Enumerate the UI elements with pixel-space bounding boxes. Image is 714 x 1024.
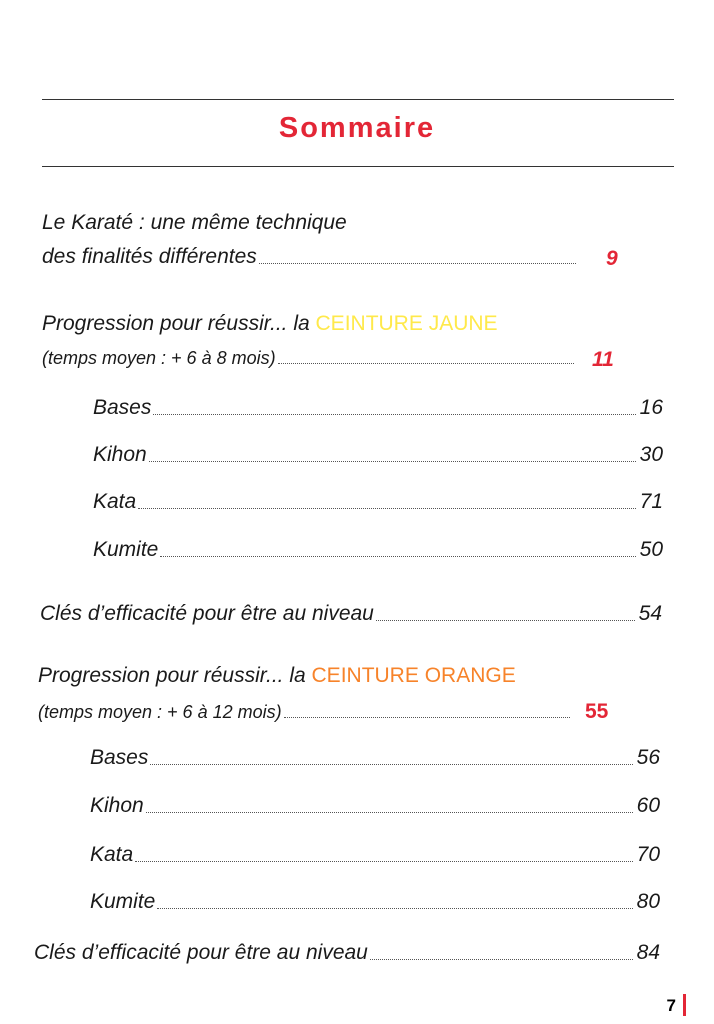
toc-item-label: Bases	[90, 746, 149, 769]
section3-line1	[38, 664, 516, 688]
section2-line2[interactable]	[42, 348, 578, 369]
leader-dots	[278, 363, 574, 364]
toc-item-page: 84	[636, 941, 660, 964]
toc-item-label: Clés d’efficacité pour être au niveau	[40, 602, 374, 625]
toc-item-page: 16	[639, 396, 663, 419]
section3-line2-label: (temps moyen : + 6 à 12 mois)	[38, 702, 282, 722]
toc-item-label: Kata	[93, 490, 137, 513]
top-rule	[42, 99, 674, 100]
toc-item-kata[interactable]	[93, 490, 663, 514]
leader-dots	[370, 959, 633, 960]
section2-page: 11	[592, 348, 614, 371]
leader-dots	[150, 764, 632, 765]
leader-dots	[138, 508, 635, 509]
leader-dots	[160, 556, 635, 557]
toc-item-kumite[interactable]	[93, 538, 663, 562]
page-title: Sommaire	[278, 112, 436, 144]
toc-item-page: 70	[636, 843, 660, 866]
section3-page: 55	[585, 700, 609, 723]
page-marker-bar	[683, 994, 686, 1016]
toc-item-kihon[interactable]	[90, 794, 660, 818]
leader-dots	[135, 861, 632, 862]
toc-item-page: 30	[639, 443, 663, 466]
section1-line2-label: des finalités différentes	[42, 245, 257, 268]
section2-line1	[42, 312, 498, 336]
toc-item-label: Clés d’efficacité pour être au niveau	[34, 941, 368, 964]
cles-efficacite-2[interactable]	[34, 941, 660, 965]
toc-item-label: Kumite	[90, 890, 156, 913]
toc-item-kihon[interactable]	[93, 443, 663, 467]
toc-item-kumite[interactable]	[90, 890, 660, 914]
leader-dots	[259, 263, 576, 264]
toc-item-page: 60	[636, 794, 660, 817]
toc-item-kata[interactable]	[90, 843, 660, 867]
toc-item-page: 71	[639, 490, 663, 513]
toc-item-label: Kihon	[93, 443, 147, 466]
leader-dots	[149, 461, 636, 462]
leader-dots	[376, 620, 635, 621]
section1-line2[interactable]	[42, 245, 580, 269]
toc-item-label: Kihon	[90, 794, 144, 817]
section3-line2[interactable]	[38, 702, 574, 723]
toc-item-bases[interactable]	[90, 746, 660, 770]
cles-efficacite-1[interactable]	[40, 602, 662, 626]
section3-line1-label: Progression pour réussir... la	[38, 664, 312, 687]
section2-line1-label: Progression pour réussir... la	[42, 312, 316, 335]
section1-line1: Le Karaté : une même technique	[42, 211, 347, 234]
leader-dots	[146, 812, 633, 813]
toc-item-page: 80	[636, 890, 660, 913]
leader-dots	[153, 414, 635, 415]
section1-page: 9	[606, 247, 618, 270]
toc-item-page: 56	[636, 746, 660, 769]
belt-orange: CEINTURE ORANGE	[311, 664, 516, 687]
toc-item-label: Bases	[93, 396, 152, 419]
toc-item-bases[interactable]	[93, 396, 663, 420]
leader-dots	[284, 717, 570, 718]
page-number: 7	[666, 996, 676, 1015]
leader-dots	[157, 908, 632, 909]
toc-item-label: Kata	[90, 843, 134, 866]
toc-item-page: 54	[638, 602, 662, 625]
toc-item-label: Kumite	[93, 538, 159, 561]
section2-line2-label: (temps moyen : + 6 à 8 mois)	[42, 348, 276, 368]
belt-jaune: CEINTURE JAUNE	[315, 312, 498, 335]
bottom-rule	[42, 166, 674, 167]
toc-item-page: 50	[639, 538, 663, 561]
